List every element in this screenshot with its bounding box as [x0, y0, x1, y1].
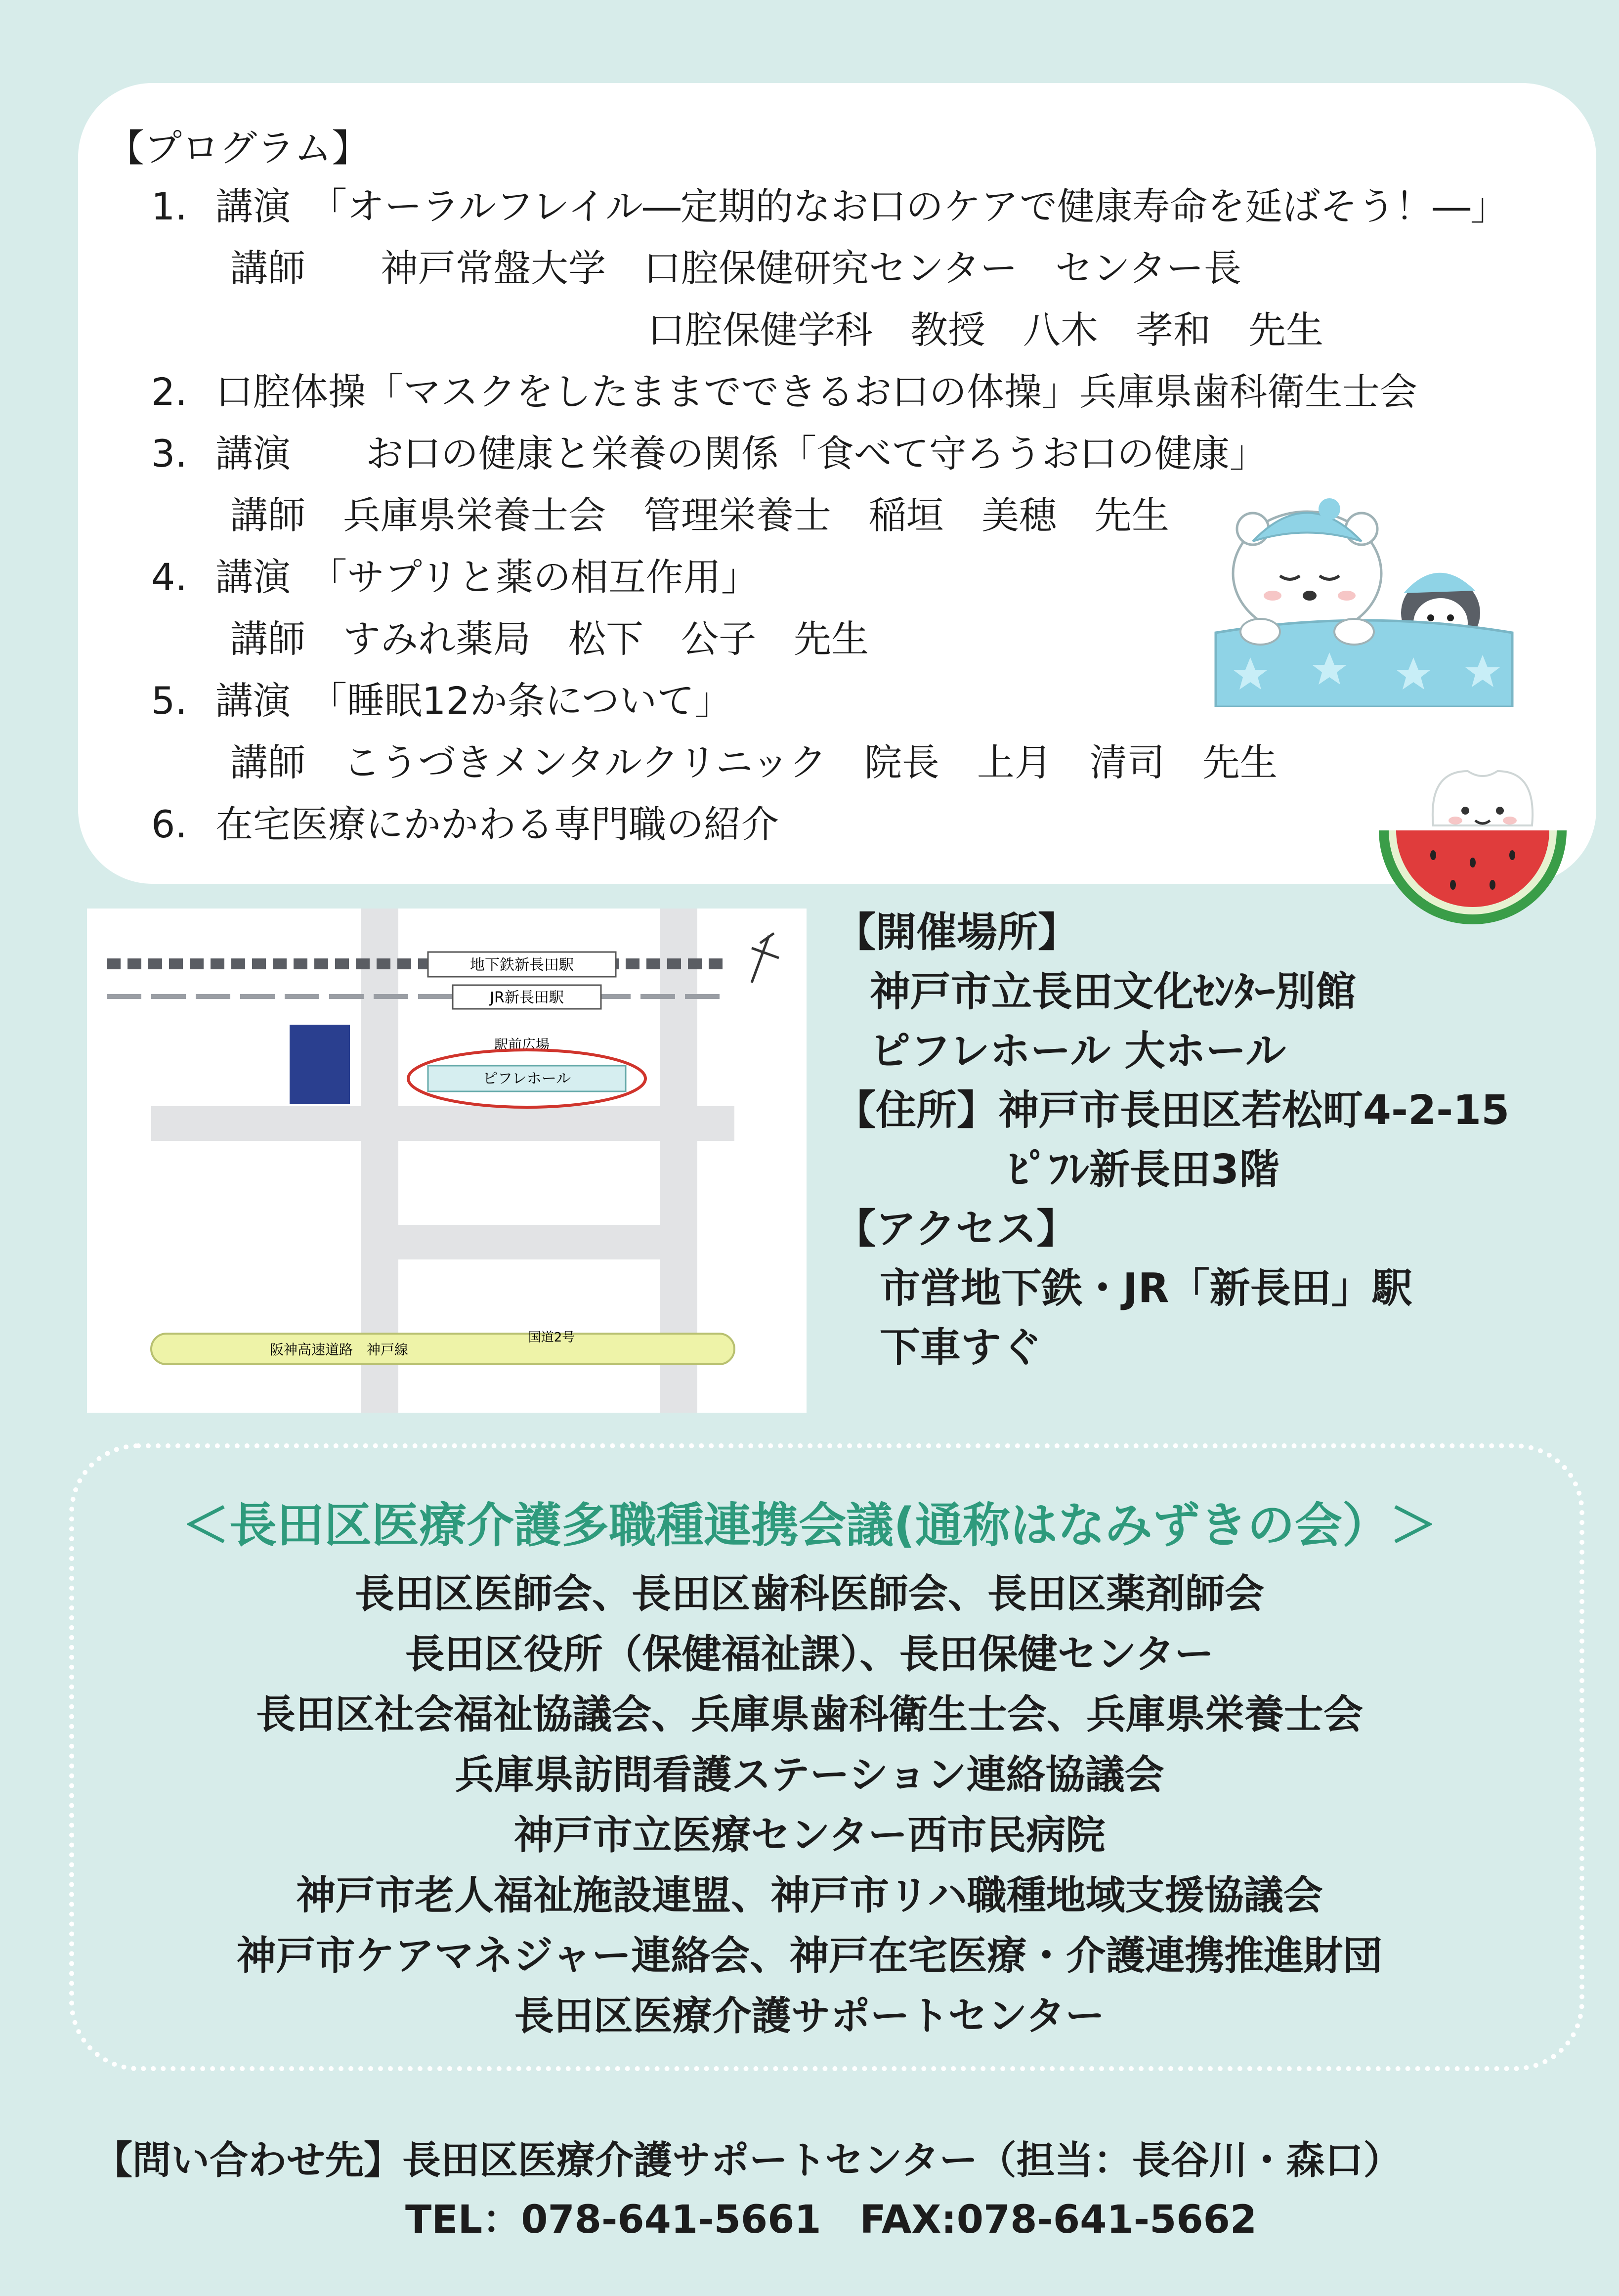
venue-place-line2: ピフレホール 大ホール — [870, 1028, 1286, 1075]
map-plaza-label: 駅前広場 — [494, 1037, 550, 1053]
venue-access-heading: 【アクセス】 — [835, 1206, 1077, 1253]
program-item-5-lecturer: 講師 こうづきメンタルクリニック 院長 上月 清司 先生 — [230, 740, 1278, 784]
member-line-6: 神戸市老人福祉施設連盟、神戸市リハ職種地域支援協議会 — [296, 1872, 1323, 1918]
program-item-2-number: 2. — [151, 370, 187, 414]
member-line-8: 長田区医療介護サポートセンター — [514, 1993, 1105, 2039]
contact-phone-fax: TEL：078-641-5661 FAX:078-641-5662 — [405, 2198, 1257, 2242]
map-jr-station-label: JR新長田駅 — [490, 989, 564, 1006]
contact-line: 【問い合わせ先】長田区医療介護サポートセンター（担当：長谷川・森口） — [94, 2138, 1402, 2183]
program-item-3-number: 3. — [151, 432, 187, 476]
program-heading: 【プログラム】 — [107, 126, 370, 170]
program-item-6-number: 6. — [151, 802, 187, 846]
program-item-5-text: 講演 「睡眠12か条について」 — [215, 679, 732, 723]
venue-access-line2: 下車すぐ — [880, 1324, 1042, 1371]
member-line-5: 神戸市立医療センター西市民病院 — [513, 1812, 1106, 1858]
program-item-3-lecturer: 講師 兵庫県栄養士会 管理栄養士 稲垣 美穂 先生 — [230, 493, 1169, 537]
map-expressway — [151, 1334, 734, 1364]
map-expressway-label: 阪神高速道路 神戸線 — [269, 1342, 409, 1358]
program-item-6-text: 在宅医療にかかわる専門職の紹介 — [215, 802, 779, 846]
program-item-3-text: 講演 お口の健康と栄養の関係「食べて守ろうお口の健康」 — [215, 432, 1267, 476]
venue-place-heading: 【開催場所】 — [835, 909, 1079, 956]
venue-access-line1: 市営地下鉄・JR「新長田」駅 — [880, 1265, 1412, 1312]
member-line-4: 兵庫県訪問看護ステーション連絡協議会 — [455, 1752, 1164, 1798]
program-item-1-text: 講演 「オーラルフレイル―定期的なお口のケアで健康寿命を延ばそう！―」 — [215, 184, 1508, 228]
map-building-block — [290, 1025, 350, 1104]
program-item-4-lecturer: 講師 すみれ薬局 松下 公子 先生 — [230, 617, 869, 661]
member-line-2: 長田区役所（保健福祉課）、長田保健センター — [405, 1631, 1214, 1677]
program-item-2-text: 口腔体操「マスクをしたままでできるお口の体操」兵庫県歯科衛生士会 — [215, 370, 1417, 414]
map-hall-label: ピフレホール — [482, 1070, 571, 1087]
program-item-5-number: 5. — [151, 679, 187, 723]
program-item-4-number: 4. — [151, 555, 187, 599]
map-subway-station-label: 地下鉄新長田駅 — [470, 956, 574, 974]
north-arrow-icon — [752, 933, 779, 983]
program-item-4-text: 講演 「サプリと薬の相互作用」 — [215, 555, 759, 599]
map-road-horizontal-lower — [386, 1225, 682, 1259]
member-line-3: 長田区社会福祉協議会、兵庫県歯科衛生士会、兵庫県栄養士会 — [256, 1691, 1363, 1737]
members-title: ＜長田区医療介護多職種連携会議(通称はなみずきの会）＞ — [182, 1498, 1437, 1553]
program-item-1-lecturer: 講師 神戸常盤大学 口腔保健研究センター センター長 — [230, 246, 1241, 290]
venue-address-line2: ﾋﾟﾌﾚ新長田3階 — [1008, 1146, 1280, 1193]
access-map — [87, 909, 807, 1413]
member-line-1: 長田区医師会、長田区歯科医師会、長田区薬剤師会 — [355, 1571, 1264, 1617]
tooth-watermelon-illustration — [1369, 751, 1576, 939]
map-road-horizontal-upper — [151, 1106, 734, 1141]
venue-address-line1: 神戸市長田区若松町4-2-15 — [998, 1087, 1510, 1134]
program-item-1-lecturer-title: 口腔保健学科 教授 八木 孝和 先生 — [647, 308, 1323, 352]
map-route-label: 国道2号 — [528, 1330, 575, 1345]
venue-place-line1: 神戸市立長田文化ｾﾝﾀｰ別館 — [870, 968, 1357, 1015]
program-item-1-number: 1. — [151, 184, 187, 228]
sleeping-bear-penguin-illustration — [1206, 494, 1522, 707]
member-line-7: 神戸市ケアマネジャー連絡会、神戸在宅医療・介護連携推進財団 — [236, 1933, 1383, 1979]
venue-address-heading: 【住所】 — [835, 1087, 998, 1134]
